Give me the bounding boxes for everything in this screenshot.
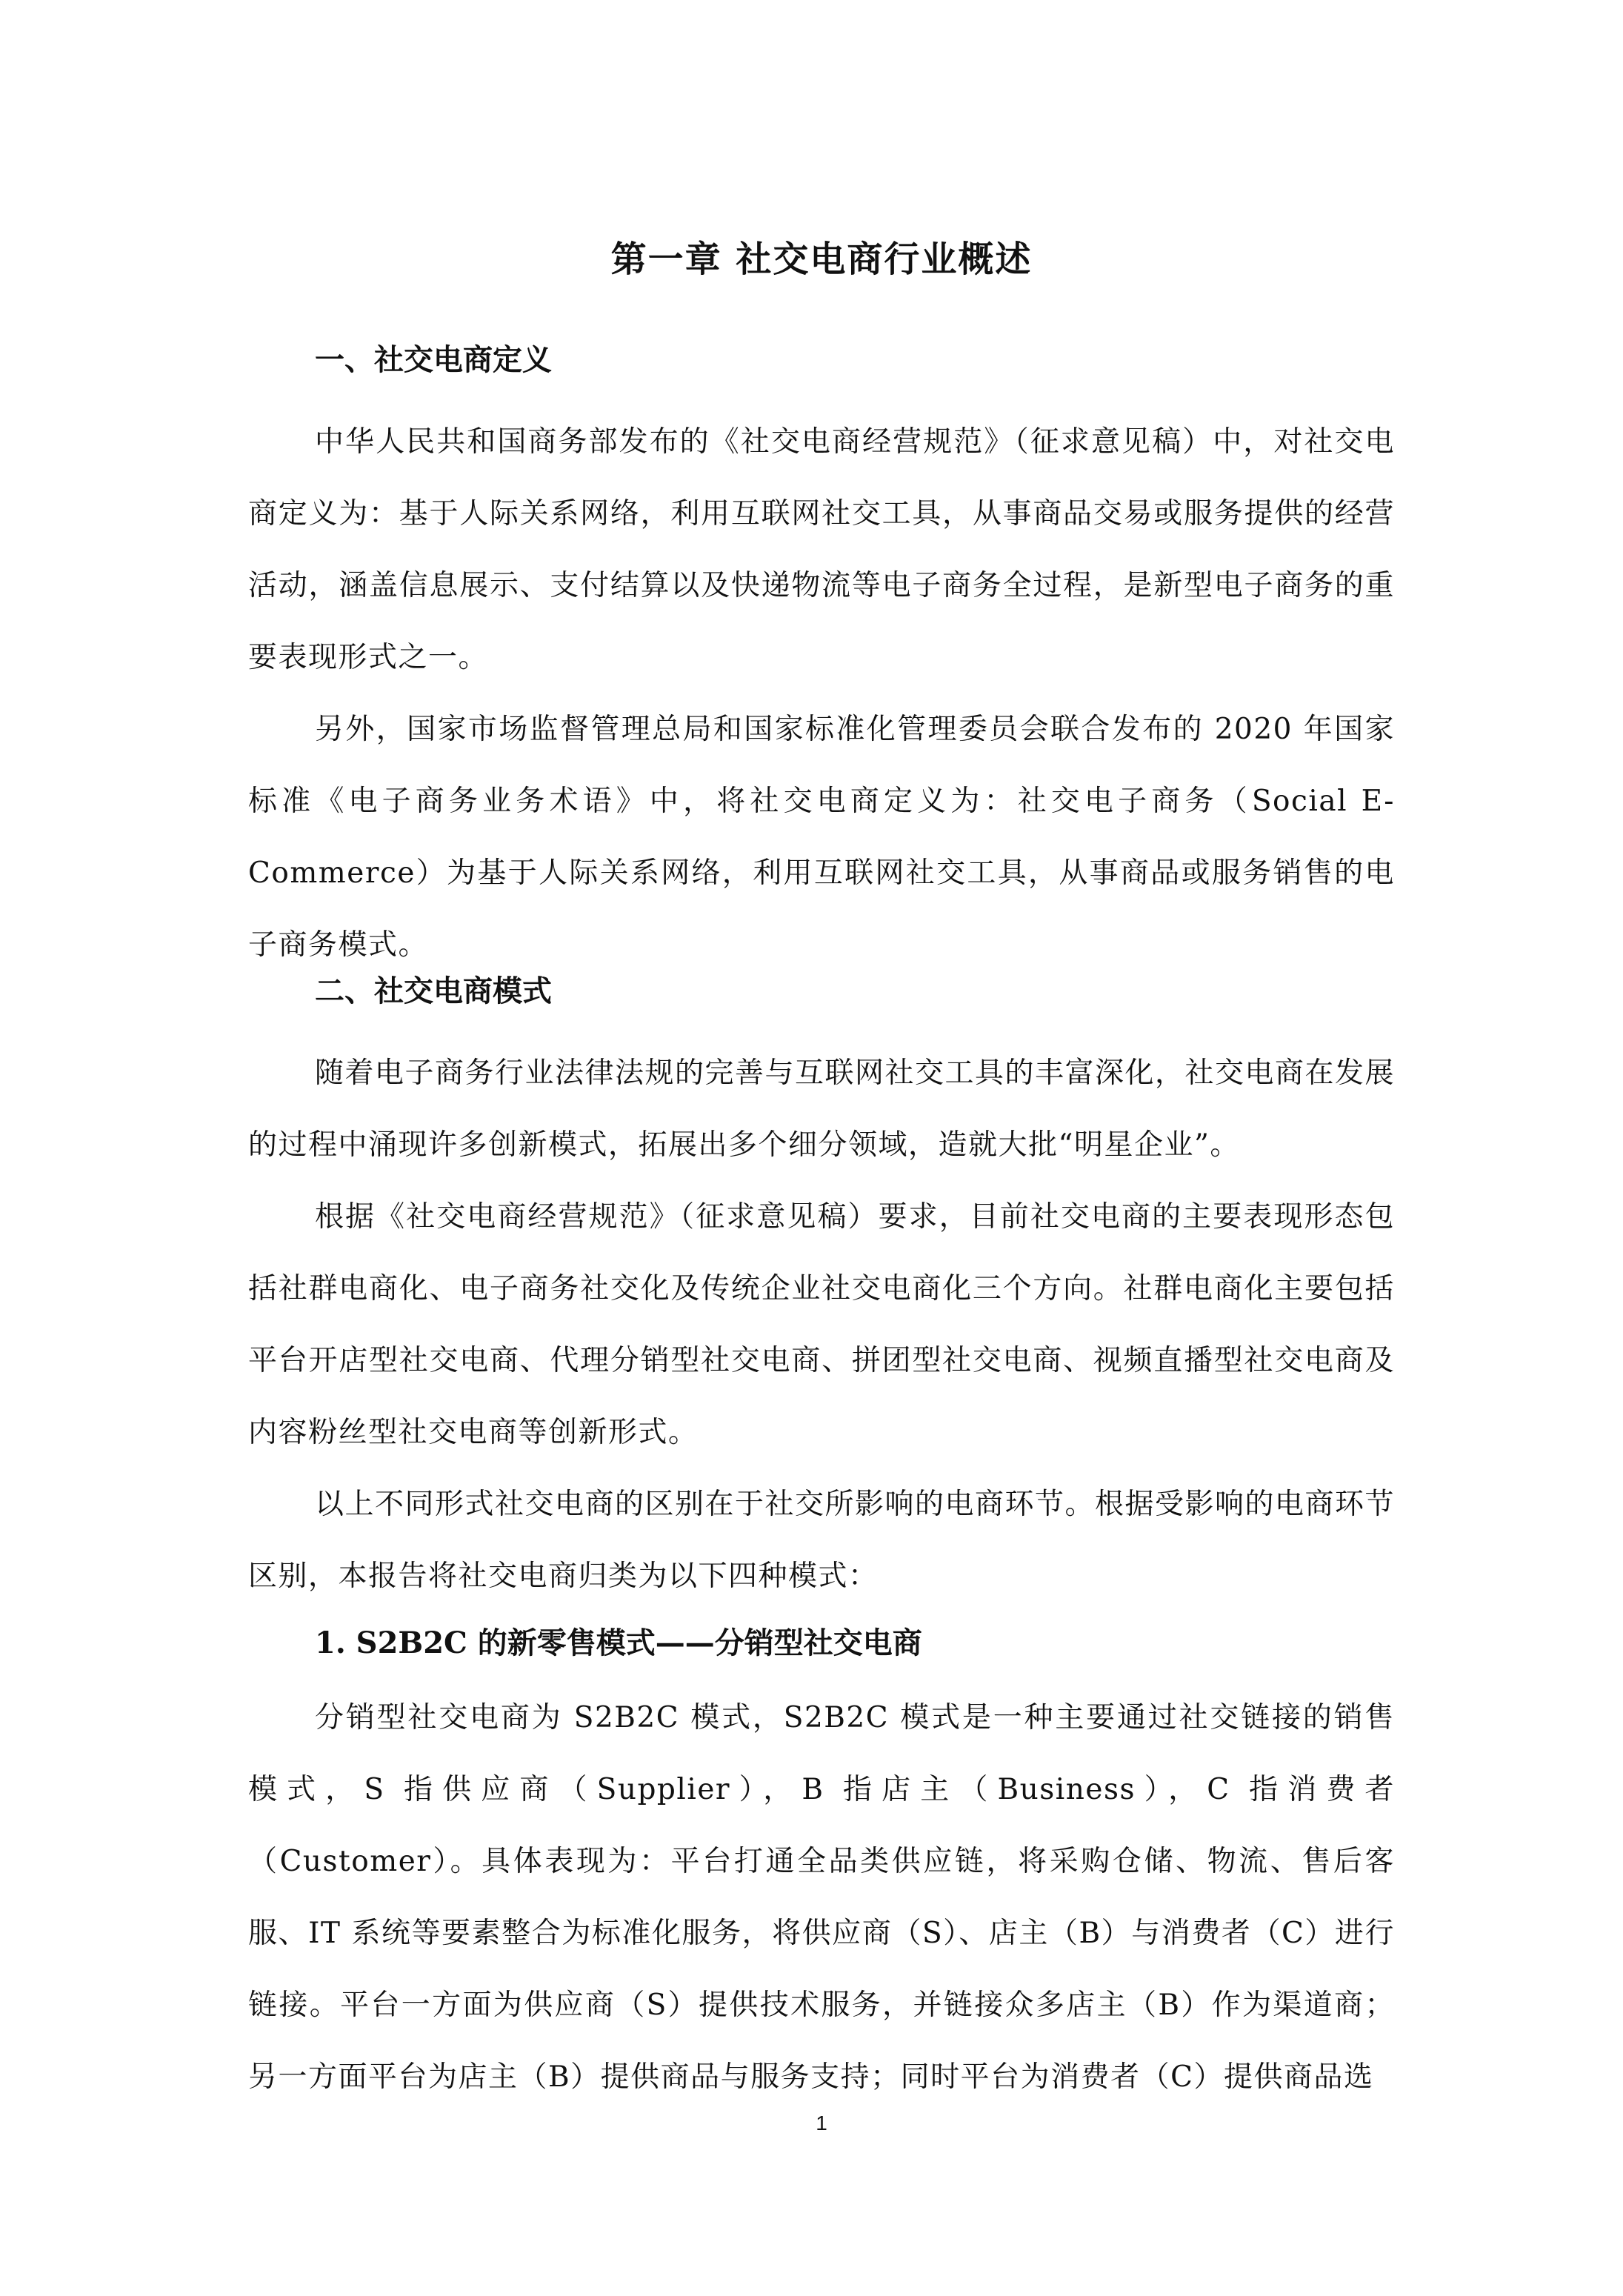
paragraph-definition-1: 中华人民共和国商务部发布的《社交电商经营规范》（征求意见稿）中，对社交电商定义为：基于人际关系网络，利用互联网社交工具，从事商品交易或服务提供的经营活动，涵盖信息展示、支付结算以及快递物流等电子商务全过程，是新型电子商务的重要表现形式之一。 [248, 425, 1395, 674]
paragraph-definition-2: 另外，国家市场监督管理总局和国家标准化管理委员会联合发布的 2020 年国家标准《电子商务业务术语》中，将社交电商定义为：社交电子商务（Social E-Commerce）为基于人际关系网络，利用互联网社交工具，从事商品或服务销售的电子商务模式。 [248, 713, 1395, 962]
subsection-heading-s2b2c: 1. S2B2C 的新零售模式——分销型社交电商 [315, 1625, 922, 1660]
paragraph-models-3: 以上不同形式社交电商的区别在于社交所影响的电商环节。根据受影响的电商环节区别，本报告将社交电商归类为以下四种模式： [248, 1488, 1396, 1593]
section-heading-definition: 一、社交电商定义 [315, 342, 552, 377]
paragraph-s2b2c: 分销型社交电商为 S2B2C 模式，S2B2C 模式是一种主要通过社交链接的销售模式，S 指供应商（Supplier），B 指店主（Business），C 指消费者（Customer）。具体表现为：平台打通全品类供应链，将采购仓储、物流、售后客服、IT 系统等要素整合为标准化服务，将供应商（S）、店主（B）与消费者（C）进行链接。平台一方面为供应商（S）提供技术服务，并链接众多店主（B）作为渠道商；另一方面平台为店主（B）提供商品与服务支持；同时平台为消费者（C）提供商品选 [248, 1701, 1395, 2094]
chapter-title: 第一章 社交电商行业概述 [610, 239, 1033, 280]
section-heading-models: 二、社交电商模式 [315, 974, 552, 1008]
page-number: 1 [816, 2112, 827, 2134]
paragraph-models-2: 根据《社交电商经营规范》（征求意见稿）要求，目前社交电商的主要表现形态包括社群电商化、电子商务社交化及传统企业社交电商化三个方向。社群电商化主要包括平台开店型社交电商、代理分销型社交电商、拼团型社交电商、视频直播型社交电商及内容粉丝型社交电商等创新形式。 [248, 1200, 1395, 1449]
paragraph-models-1: 随着电子商务行业法律法规的完善与互联网社交工具的丰富深化，社交电商在发展的过程中涌现许多创新模式，拓展出多个细分领域，造就大批“明星企业”。 [248, 1057, 1396, 1162]
